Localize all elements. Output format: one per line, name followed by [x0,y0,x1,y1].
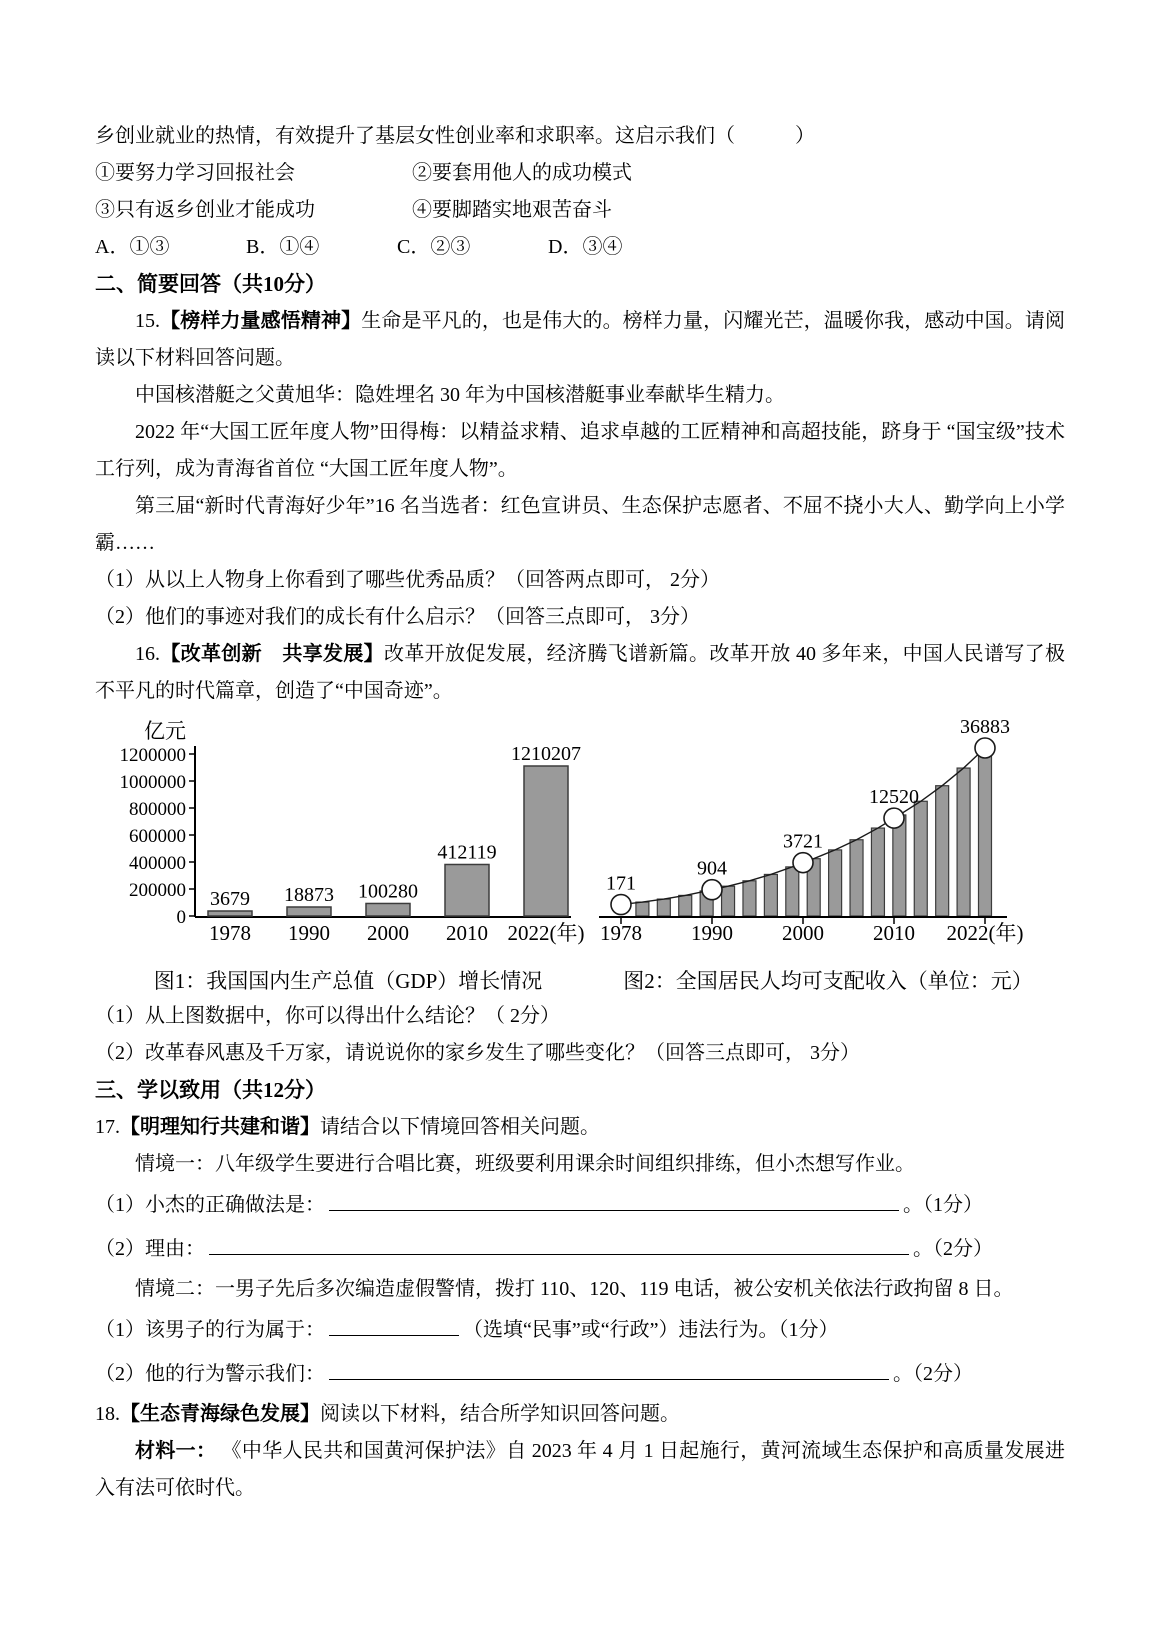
svg-text:2010: 2010 [873,921,915,945]
option-4: ④要脚踏实地艰苦奋斗 [412,199,612,221]
blank-3-suffix: （选填“民事”或“行政”）违法行为。（1分） [463,1319,839,1341]
svg-text:1990: 1990 [691,921,733,945]
svg-text:亿元: 亿元 [144,719,186,743]
blank-3-label: （1）该男子的行为属于： [95,1319,325,1341]
svg-text:1200000: 1200000 [119,745,186,766]
svg-text:100280: 100280 [358,880,418,903]
svg-text:3721: 3721 [783,830,823,853]
svg-text:2022(年): 2022(年) [946,921,1024,945]
question-15-material-1: 中国核潜艇之父黄旭华：隐姓埋名 30 年为中国核潜艇事业奉献毕生精力。 [135,384,785,406]
question-16-number: 16. [135,643,160,665]
svg-text:1990: 1990 [288,921,330,945]
question-16-text: 改革开放促发展，经济腾飞谱新篇。改革开放 40 多年来，中国人民谱写了极不平凡的时代篇章，创造了“中国奇迹”。 [95,643,1065,702]
svg-text:3679: 3679 [210,888,250,910]
svg-text:412119: 412119 [437,841,497,864]
material-1-text: 《中华人民共和国黄河保护法》自 2023 年 4 月 1 日起施行，黄河流域生态保护和高质量发展进入有法可依时代。 [95,1440,1066,1499]
fill-blank-row-3 [95,1308,1065,1352]
answer-blank-4 [329,1359,889,1380]
svg-text:1000000: 1000000 [119,772,186,793]
question-17-tag: 【明理知行共建和谐】 [120,1116,320,1138]
chart-captions [103,964,1065,998]
option-2: ②要套用他人的成功模式 [412,162,632,184]
option-1: ①要努力学习回报社会 [95,162,295,184]
question-14-choices [95,229,1065,266]
choice-a: A．①③ [95,236,170,258]
choice-d: D．③④ [548,236,623,258]
svg-text:600000: 600000 [129,826,186,847]
figure-2-caption: 图2：全国居民人均可支配收入（单位：元） [623,969,1033,993]
question-18-intro [95,1396,1065,1433]
question-18-text: 阅读以下材料，结合所学知识回答问题。 [320,1403,680,1425]
svg-text:0: 0 [176,907,186,928]
section-3-heading: 三、学以致用（共12分） [95,1078,326,1102]
option-3: ③只有返乡创业才能成功 [95,199,315,221]
question-17-text: 请结合以下情境回答相关问题。 [320,1116,600,1138]
svg-text:36883: 36883 [960,718,1010,738]
svg-text:1978: 1978 [209,921,251,945]
question-16-tag: 【改革创新 共享发展】 [160,643,384,665]
question-14-options-row-1 [95,155,1065,192]
svg-text:2022(年): 2022(年) [507,921,585,945]
svg-text:800000: 800000 [129,799,186,820]
question-16-sub-2: （2）改革春风惠及千万家，请说说你的家乡发生了哪些变化？（回答三点即可， 3分） [95,1042,860,1064]
question-18-tag: 【生态青海绿色发展】 [120,1403,320,1425]
question-18-material-1 [95,1433,1065,1507]
fill-blank-row-1 [95,1183,1065,1227]
material-1-label: 材料一： [135,1440,217,1462]
svg-text:2010: 2010 [446,921,488,945]
svg-text:1978: 1978 [600,921,642,945]
figure-1-caption: 图1：我国国内生产总值（GDP）增长情况 [153,969,543,993]
question-17-intro [95,1109,1065,1146]
answer-blank-2 [209,1234,909,1255]
section-2-heading: 二、简要回答（共10分） [95,272,326,296]
question-14-stem: 乡创业就业的热情，有效提升了基层女性创业率和求职率。这启示我们（ ） [95,125,815,147]
blank-2-suffix: 。（2分） [913,1238,993,1260]
svg-text:1210207: 1210207 [511,743,581,765]
blank-2-label: （2）理由： [95,1238,205,1260]
svg-text:2000: 2000 [782,921,824,945]
choice-b: B．①④ [246,236,320,258]
question-17-scenario-2: 情境二：一男子先后多次编造虚假警情，拨打 110、120、119 电话，被公安机关依法行政拘留 8 日。 [135,1278,1014,1300]
question-16-intro [95,636,1065,710]
question-17-number: 17. [95,1116,120,1138]
svg-text:904: 904 [697,857,727,880]
gdp-bar-chart [103,718,593,964]
charts-row [103,718,1065,964]
svg-text:171: 171 [606,872,636,895]
blank-1-suffix: 。（1分） [903,1194,983,1216]
svg-text:12520: 12520 [869,786,919,809]
fill-blank-row-4 [95,1352,1065,1396]
svg-text:2000: 2000 [367,921,409,945]
question-15-tag: 【榜样力量感悟精神】 [160,310,362,332]
question-15-material-2: 2022 年“大国工匠年度人物”田得梅：以精益求精、追求卓越的工匠精神和高超技能，跻身于 “国宝级”技术工行列，成为青海省首位 “大国工匠年度人物”。 [95,421,1065,480]
question-15-sub-1: （1）从以上人物身上你看到了哪些优秀品质？（回答两点即可， 2分） [95,569,720,591]
svg-text:200000: 200000 [129,880,186,901]
choice-c: C．②③ [397,236,471,258]
blank-4-label: （2）他的行为警示我们： [95,1363,325,1385]
question-16-sub-1: （1）从上图数据中，你可以得出什么结论？（ 2分） [95,1005,560,1027]
answer-blank-1 [329,1190,899,1211]
svg-text:18873: 18873 [284,884,334,906]
question-14-options-row-2 [95,192,1065,229]
question-18-number: 18. [95,1403,120,1425]
question-15-material-3: 第三届“新时代青海好少年”16 名当选者：红色宣讲员、生态保护志愿者、不屈不挠小大人、勤学向上小学霸…… [95,495,1065,554]
question-15-intro [95,303,1065,377]
blank-1-label: （1）小杰的正确做法是： [95,1194,325,1216]
fill-blank-row-2 [95,1227,1065,1271]
question-17-scenario-1: 情境一：八年级学生要进行合唱比赛，班级要利用课余时间组织排练，但小杰想写作业。 [135,1153,915,1175]
question-15-number: 15. [135,310,160,332]
answer-blank-3 [329,1315,459,1336]
svg-text:400000: 400000 [129,853,186,874]
income-bar-line-chart [593,718,1063,964]
question-15-text: 生命是平凡的，也是伟大的。榜样力量，闪耀光芒，温暖你我，感动中国。请阅读以下材料回答问题。 [95,310,1066,369]
question-15-sub-2: （2）他们的事迹对我们的成长有什么启示？（回答三点即可， 3分） [95,606,700,628]
blank-4-suffix: 。（2分） [893,1363,973,1385]
